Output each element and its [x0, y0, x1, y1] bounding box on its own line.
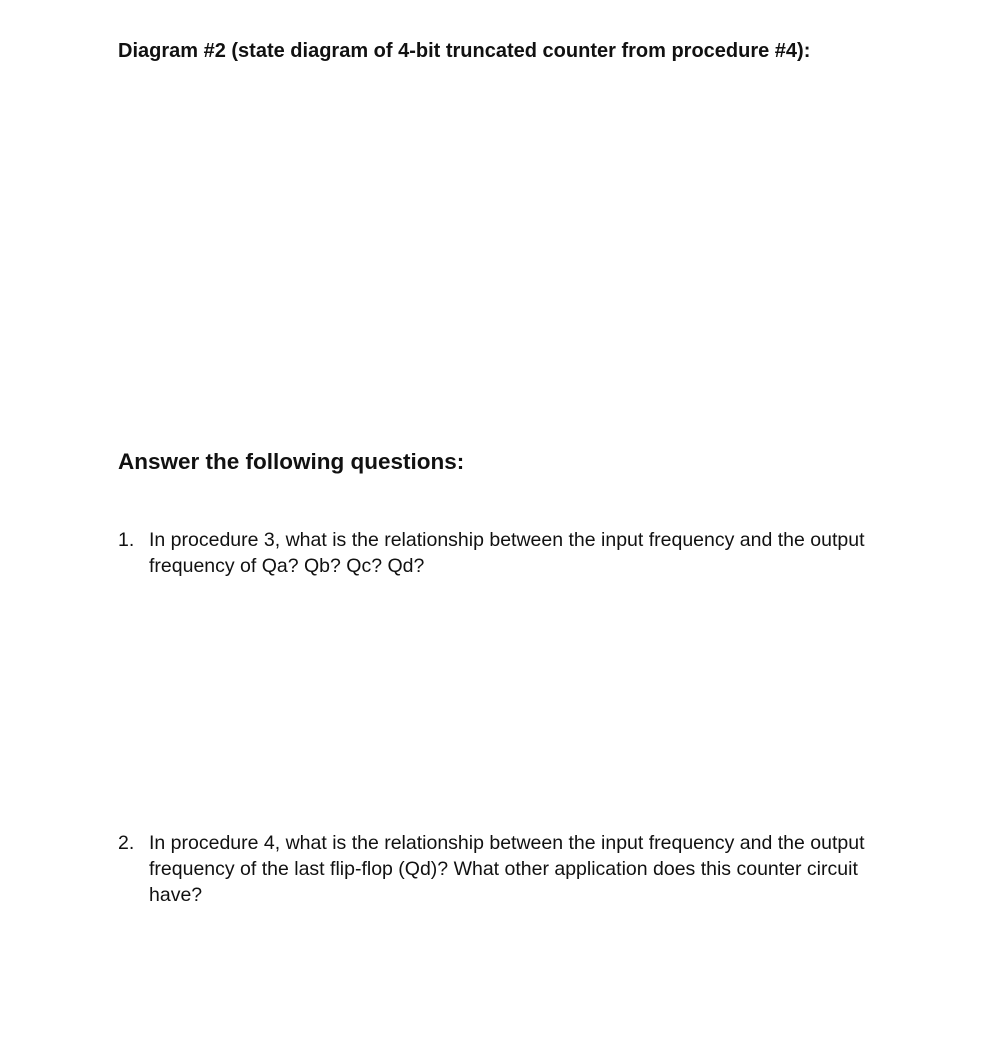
- diagram-blank-area: [118, 80, 878, 440]
- questions-heading: Answer the following questions:: [118, 449, 465, 474]
- question-item: [118, 830, 908, 908]
- diagram-heading: Diagram #2 (state diagram of 4-bit truncated counter from procedure #4):: [118, 40, 811, 62]
- question-text: In procedure 4, what is the relationship between the input frequency and the output frequency of the last flip-flop (Qd)? What other application does this counter circuit have?: [149, 832, 865, 906]
- question-item: [118, 527, 908, 579]
- answer-space: [118, 912, 878, 1052]
- question-text: In procedure 3, what is the relationship between the input frequency and the output frequency of Qa? Qb? Qc? Qd?: [149, 529, 865, 577]
- question-number: 2.: [118, 832, 135, 854]
- answer-space: [118, 585, 878, 820]
- question-number: 1.: [118, 529, 135, 551]
